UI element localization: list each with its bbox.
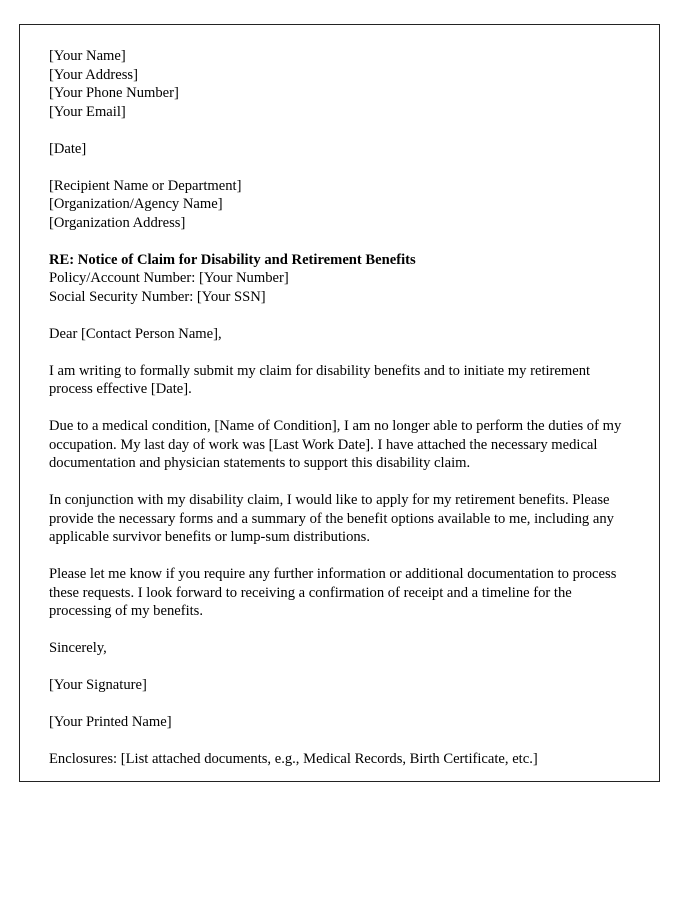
printed-name-placeholder: [Your Printed Name] [49, 714, 172, 730]
recipient-address: [Organization Address] [49, 214, 186, 231]
enclosures-block [49, 750, 650, 769]
signature-placeholder: [Your Signature] [49, 677, 147, 693]
closing-line: Sincerely, [49, 640, 107, 656]
closing-block [49, 639, 650, 658]
salutation: Dear [Contact Person Name], [49, 325, 222, 342]
subject-line: RE: Notice of Claim for Disability and Retirement Benefits [49, 251, 416, 268]
sender-email: [Your Email] [49, 103, 126, 120]
policy-number-line: Policy/Account Number: [Your Number] [49, 270, 289, 286]
enclosures-line: Enclosures: [List attached documents, e.g., Medical Records, Birth Certificate, etc.] [49, 751, 538, 767]
sender-address: [Your Address] [49, 66, 138, 83]
recipient-address-block [49, 177, 650, 233]
sender-name: [Your Name] [49, 48, 126, 64]
date-block [49, 140, 650, 159]
ssn-line: Social Security Number: [Your SSN] [49, 288, 266, 305]
body-paragraph-2: Due to a medical condition, [Name of Condition], I am no longer able to perform the duties of my occupation. My last day of work was [Last Work Date]. I have attached the necessary medical documentation and physician statements to support this disability claim. [49, 418, 622, 471]
signature-block [49, 676, 650, 695]
sender-phone: [Your Phone Number] [49, 85, 179, 101]
recipient-organization: [Organization/Agency Name] [49, 196, 223, 212]
reference-block [49, 251, 650, 307]
body-paragraph-4: Please let me know if you require any further information or additional documentation to process these requests. I look forward to receiving a confirmation of receipt and a timeline for the processing of my benefits. [49, 566, 617, 619]
body-paragraph-1: I am writing to formally submit my claim for disability benefits and to initiate my retirement process effective [Date]. [49, 362, 591, 397]
body-paragraph-3: In conjunction with my disability claim, I would like to apply for my retirement benefits. Please provide the necessary forms and a summary of the benefit options available to me, including any applicable survivor benefits or lump-sum distributions. [49, 492, 614, 545]
letter-frame [19, 24, 660, 782]
printed-name-block [49, 713, 650, 732]
sender-address-block [49, 47, 650, 121]
letter-body [20, 25, 659, 769]
date-line: [Date] [49, 140, 87, 157]
salutation-block [49, 325, 650, 344]
recipient-name: [Recipient Name or Department] [49, 177, 242, 194]
